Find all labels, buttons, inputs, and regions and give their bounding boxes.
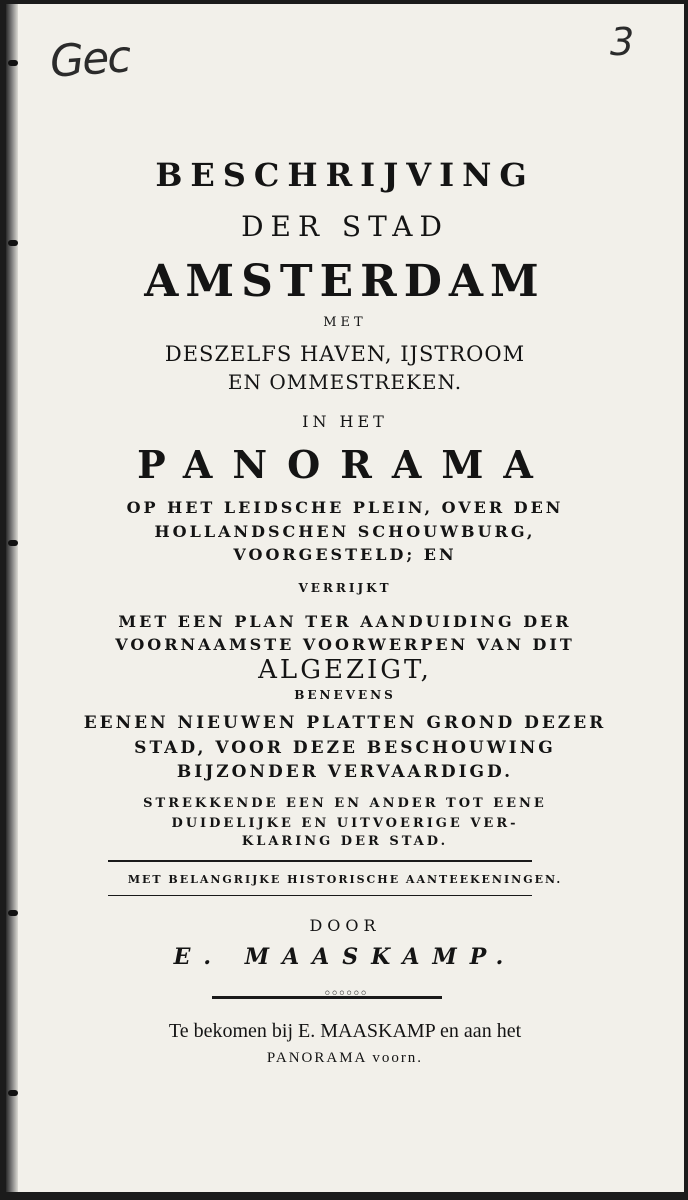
subtitle-vervaardigd: BIJZONDER VERVAARDIGD.: [176, 762, 514, 782]
subtitle-voorgesteld: VOORGESTELD; EN: [233, 545, 457, 564]
imprint-line-1: Te bekomen bij E. MAASKAMP en aan het: [168, 1020, 522, 1042]
title-page: [6, 4, 684, 1192]
title-line-3: AMSTERDAM: [144, 256, 546, 307]
subtitle-met: MET: [323, 315, 367, 330]
subtitle-haven: DESZELFS HAVEN, IJSTROOM: [164, 342, 526, 366]
title-line-1: BESCHRIJVING: [155, 156, 535, 194]
subtitle-grond: EENEN NIEUWEN PLATTEN GROND DEZER: [83, 713, 607, 733]
handwritten-page-number: 3: [610, 20, 635, 64]
handwritten-annotation-left: Gec: [48, 31, 132, 88]
rule-below-notes: [108, 895, 532, 896]
subtitle-leidsche: OP HET LEIDSCHE PLEIN, OVER DEN: [126, 498, 564, 517]
binding-stitch: [8, 60, 18, 66]
subtitle-benevens: BENEVENS: [294, 688, 396, 702]
historical-notes-line: MET BELANGRIJKE HISTORISCHE AANTEEKENINGEN.: [127, 873, 563, 886]
ornament-dots: ◦◦◦◦◦◦: [323, 986, 367, 1002]
subtitle-schouwburg: HOLLANDSCHEN SCHOUWBURG,: [154, 522, 536, 541]
subtitle-strekkende: STREKKENDE EEN EN ANDER TOT EENE: [143, 796, 547, 811]
rule-above-notes: [108, 860, 532, 862]
subtitle-duidelijke: DUIDELIJKE EN UITVOERIGE VER-: [171, 816, 519, 831]
author-name: E. MAASKAMP.: [173, 944, 517, 970]
subtitle-in-het: IN HET: [302, 412, 388, 431]
subtitle-verrijkt: VERRIJKT: [298, 581, 392, 595]
imprint-line-2: PANORAMA voorn.: [266, 1050, 424, 1066]
subtitle-beschouwing: STAD, VOOR DEZE BESCHOUWING: [134, 738, 556, 758]
binding-stitch: [8, 1090, 18, 1096]
author-door: DOOR: [309, 916, 381, 935]
subtitle-algezigt: ALGEZIGT,: [258, 655, 432, 685]
subtitle-panorama: PANORAMA: [137, 442, 553, 487]
subtitle-voornaamste: VOORNAAMSTE VOORWERPEN VAN DIT: [115, 635, 575, 654]
subtitle-klaring: KLARING DER STAD.: [241, 834, 449, 849]
subtitle-plan: MET EEN PLAN TER AANDUIDING DER: [118, 612, 572, 631]
title-line-2: DER STAD: [241, 210, 449, 243]
subtitle-ommestreken: EN OMMESTREKEN.: [227, 370, 463, 394]
